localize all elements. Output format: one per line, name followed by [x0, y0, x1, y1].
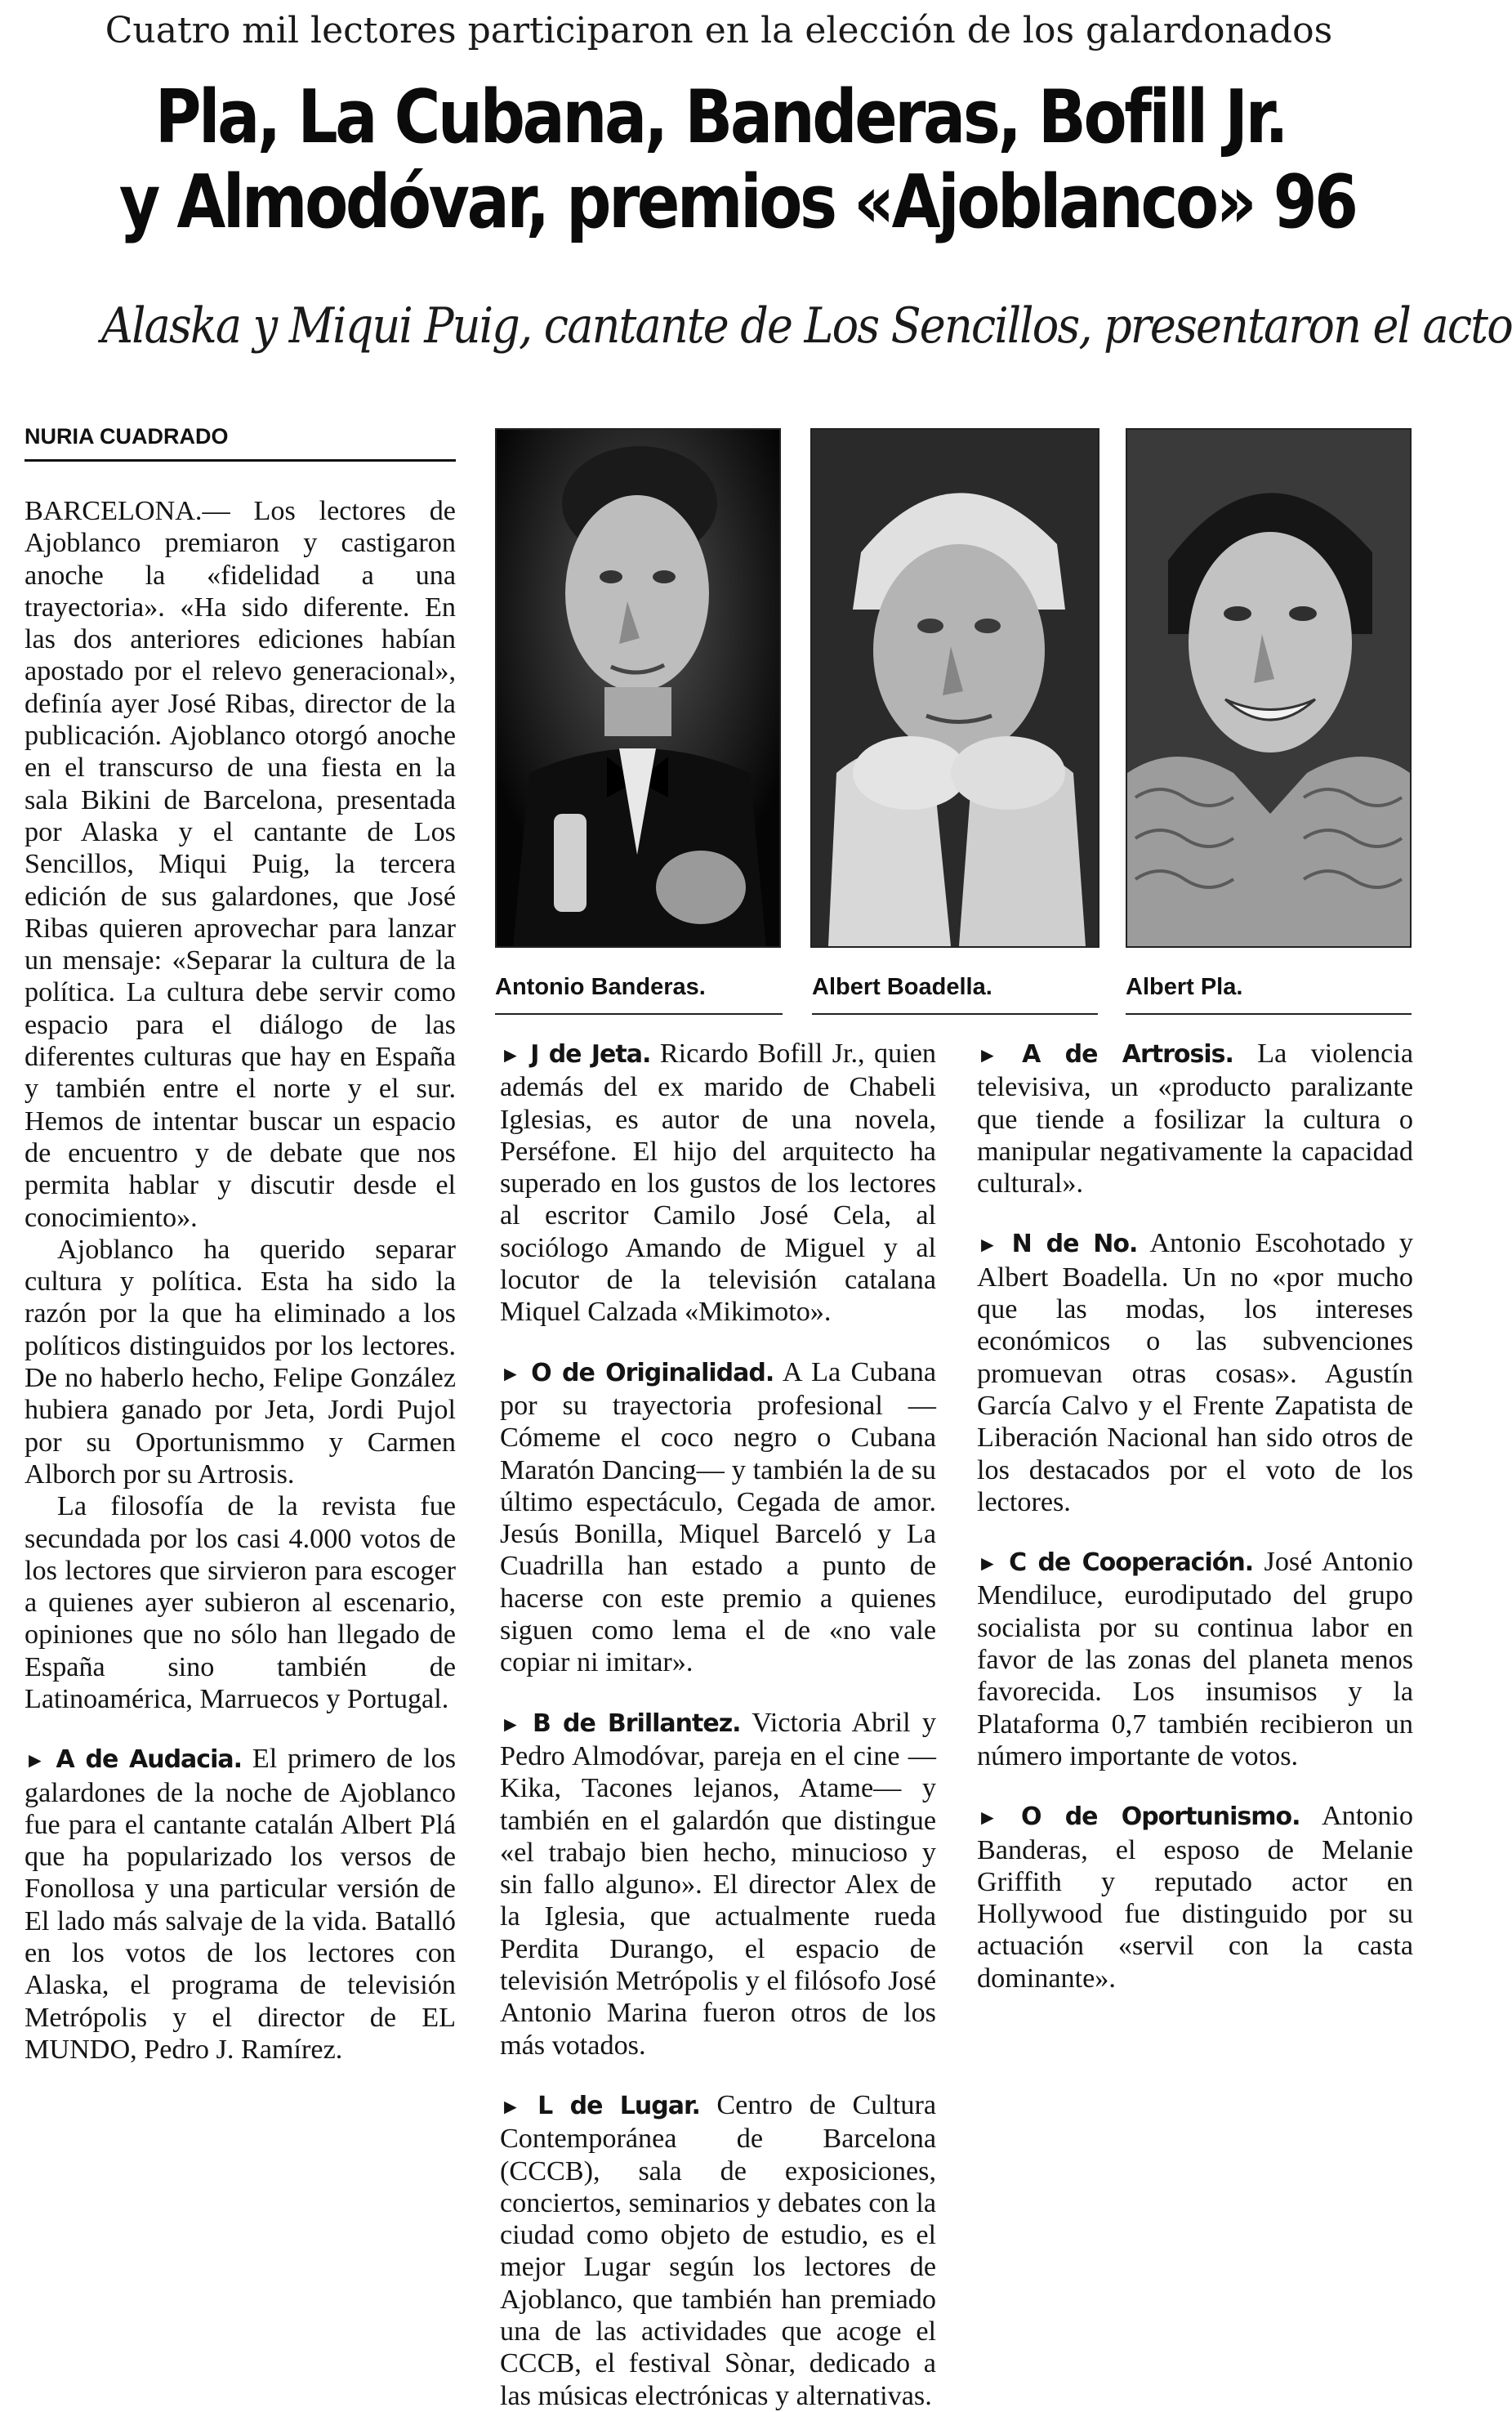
award-lead: A de Artrosis.	[1022, 1040, 1233, 1069]
headline-line-1: Pla, La Cubana, Banderas, Bofill Jr.	[154, 74, 1287, 160]
paragraph-intro: BARCELONA.— Los lectores de Ajoblanco premiaron y castigaron anoche la «fidelidad a una trayectoria». «Ha sido diferente. En las dos anteriores ediciones habían apostado por el relevo generacional», definía ayer José Ribas, director de la publicación. Ajoblanco otorgó anoche en el transcurso de una fiesta en la sala Bikini de Barcelona, presentada por Alaska y el cantante de Los Sencillos, Miqui Puig, la tercera edición de sus galardones, que José Ribas quieren aprovechar para lanzar un mensaje: «Separar la cultura de la política. La cultura debe servir como espacio para el diálogo de las diferentes culturas que hay en España y también entre el norte y el sur. Hemos de intentar buscar un espacio de encuentro y de debate que nos permita hablar y discutir desde el conocimiento».	[25, 496, 456, 1233]
arrow-icon: ►	[977, 1233, 998, 1257]
award-jeta	[500, 1038, 936, 1329]
award-brillantez	[500, 1707, 936, 2061]
body-column-2	[500, 1038, 936, 2412]
arrow-icon: ►	[500, 1043, 521, 1067]
award-originalidad	[500, 1356, 936, 1679]
paragraph-politics: Ajoblanco ha querido separar cultura y política. Esta ha sido la razón por la que ha eliminado a los políticos distinguidos por los lectores. De no haberlo hecho, Felipe González hubiera ganado por Jeta, Jordi Pujol por su Oportunismmo y Carmen Alborch por su Artrosis.	[25, 1234, 456, 1490]
arrow-icon: ►	[500, 2094, 521, 2119]
portrait-illustration	[497, 430, 779, 946]
caption-rule	[812, 1013, 1098, 1015]
award-audacia	[25, 1743, 456, 2066]
photo-caption-2: Albert Boadella.	[812, 974, 992, 1000]
arrow-icon: ►	[977, 1552, 998, 1576]
arrow-icon: ►	[500, 1712, 521, 1736]
photo-albert-pla	[1126, 428, 1412, 948]
body-column-1	[25, 495, 456, 2066]
award-lugar	[500, 2089, 936, 2412]
award-text: Antonio Banderas, el esposo de Melanie Griffith y reputado actor en Hollywood fue distinguido por su actuación «servil con la casta dominante».	[977, 1801, 1413, 1994]
award-oportunismo	[977, 1800, 1413, 1994]
photo-antonio-banderas	[495, 428, 781, 948]
award-lead: J de Jeta.	[530, 1040, 651, 1069]
award-text: A La Cubana por su trayectoria profesional —Cómeme el coco negro o Cubana Maratón Dancing— y también la de su último espectáculo, Cegada de amor. Jesús Bonilla, Miquel Barceló y La Cuadrilla han estado a punto de hacerse con este premio a quienes siguen como lema el de «no vale copiar ni imitar».	[500, 1356, 936, 1678]
photo-caption-1: Antonio Banderas.	[495, 974, 706, 1000]
award-lead: O de Originalidad.	[531, 1358, 774, 1387]
award-text: La violencia televisiva, un «producto paralizante que tiende a fosilizar la cultura o manipular negativamente la capacidad cultural».	[977, 1038, 1414, 1199]
caption-rule	[1126, 1013, 1412, 1015]
award-artrosis	[977, 1038, 1413, 1199]
award-text: Antonio Escohotado y Albert Boadella. Un no «por mucho que las modas, los intereses económicos o las subvenciones promuevan otras cosas». Agustín García Calvo y el Frente Zapatista de Liberación Nacional han sido otros de los destacados por el voto de los lectores.	[977, 1228, 1413, 1517]
headline-line-2: y Almodóvar, premios «Ajoblanco» 96	[118, 159, 1356, 245]
award-lead: O de Oportunismo.	[1021, 1802, 1300, 1832]
award-lead: A de Audacia.	[56, 1745, 242, 1775]
award-lead: B de Brillantez.	[532, 1708, 741, 1738]
subheadline: Alaska y Miqui Puig, cantante de Los Sencillos, presentaron el acto	[101, 297, 1512, 355]
photo-albert-boadella	[810, 428, 1099, 948]
arrow-icon: ►	[25, 1749, 46, 1773]
photo-caption-3: Albert Pla.	[1126, 974, 1243, 1000]
arrow-icon: ►	[500, 1361, 521, 1386]
arrow-icon: ►	[977, 1043, 998, 1067]
award-text: El primero de los galardones de la noche de Ajoblanco fue para el cantante catalán Albert Plá que ha popularizado los versos de Fonollosa y una particular versión de El lado más salvaje de la vida. Batalló en los votos de los lectores con Alaska, el programa de televisión Metrópolis y el director de EL MUNDO, Pedro J. Ramírez.	[25, 1744, 456, 2065]
award-no	[977, 1227, 1413, 1518]
headline	[118, 74, 1356, 245]
arrow-icon: ►	[977, 1806, 998, 1830]
award-text: Centro de Cultura Contemporánea de Barcelona (CCCB), sala de exposiciones, conciertos, seminarios y debates con la ciudad como objeto de estudio, es el mejor Lugar según los lectores de Ajoblanco, que también han premiado una de las actividades que acoge el CCCB, el festival Sònar, dedicado a las músicas electrónicas y alternativas.	[500, 2089, 937, 2411]
caption-rule	[495, 1013, 783, 1015]
award-cooperacion	[977, 1546, 1413, 1772]
paragraph-votes: La filosofía de la revista fue secundada por los casi 4.000 votos de los lectores que sirvieron para escoger a quienes ayer subieron al escenario, opiniones que no sólo han llegado de España sino también de Latinoamérica, Marruecos y Portugal.	[25, 1491, 456, 1714]
award-text: José Antonio Mendiluce, eurodiputado del grupo socialista por su continua labor en favor de las zonas del planeta menos favorecida. Los insumisos y la Plataforma 0,7 también recibieron un número importante de votos.	[977, 1547, 1413, 1771]
award-lead: L de Lugar.	[537, 2091, 700, 2120]
award-lead: N de No.	[1011, 1230, 1138, 1259]
body-column-3	[977, 1038, 1413, 1994]
award-text: Victoria Abril y Pedro Almodóvar, pareja en el cine —Kika, Tacones lejanos, Atame— y también en el galardón que distingue «el trabajo bien hecho, minucioso y sin fallo alguno». El director Alex de la Iglesia, que actualmente rueda Perdita Durango, el espacio de televisión Metrópolis y el filósofo José Antonio Marina fueron otros de los más votados.	[500, 1707, 936, 2061]
award-text: Ricardo Bofill Jr., quien además del ex marido de Chabeli Iglesias, es autor de una novela, Perséfone. El hijo del arquitecto ha superado en los gustos de los lectores al escritor Camilo José Cela, al sociólogo Amando de Miguel y al locutor de la televisión catalana Miquel Calzada «Mikimoto».	[500, 1038, 936, 1328]
portrait-illustration	[812, 430, 1098, 946]
kicker: Cuatro mil lectores participaron en la elección de los galardonados	[105, 10, 1333, 51]
award-lead: C de Cooperación.	[1009, 1548, 1254, 1578]
byline: NURIA CUADRADO	[25, 422, 456, 462]
portrait-illustration	[1127, 430, 1410, 946]
